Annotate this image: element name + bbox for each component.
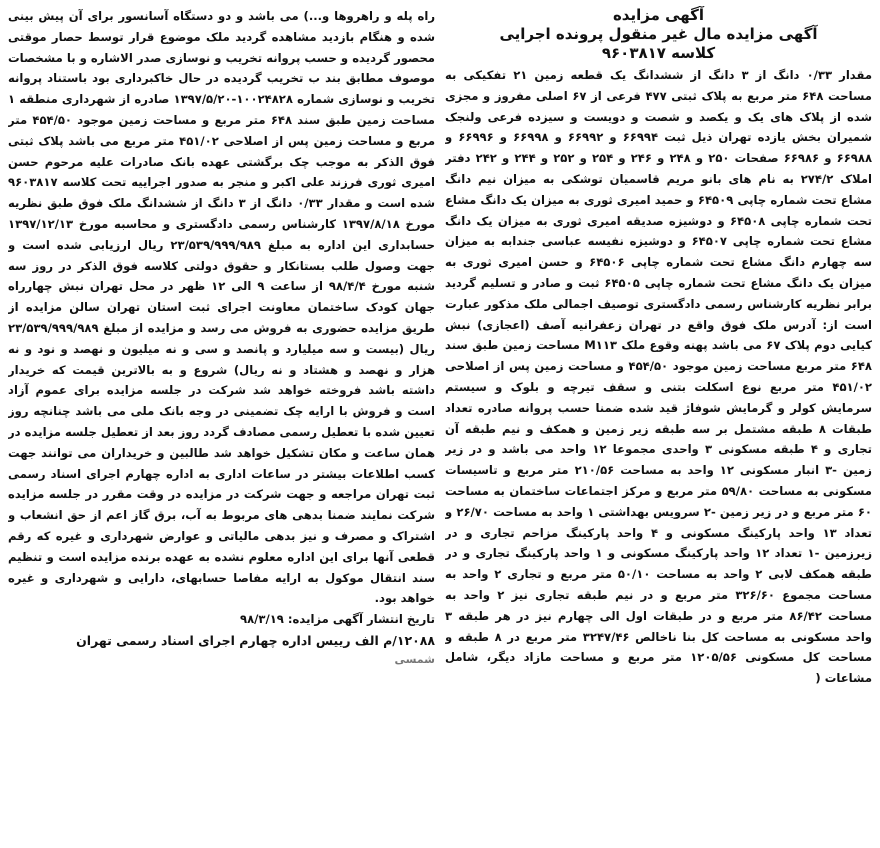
signature-line: ۱۲۰۸۸/م الف رییس اداره چهارم اجرای اسناد رسمی تهران: [76, 632, 435, 648]
signature-stamp: شمسی: [394, 652, 435, 666]
notice-header: [445, 6, 872, 63]
case-number: کلاسه ۹۶۰۳۸۱۷: [601, 44, 716, 62]
notice-body-right: مقدار ۰/۳۳ دانگ از ۳ دانگ از ششدانگ یک قطعه زمین ۲۱ تفکیکی به مساحت ۶۴۸ متر مربع به پلاک ثبتی ۴۷۷ فرعی از ۶۷ اصلی مفروز و مجزی شده از پلاک های یک و یکصد و شصت و دویست و سیزده فرعی ولنجک شمیران بخش یازده تهران ذیل ثبت ۶۶۹۹۴ و ۶۶۹۹۲ و ۶۶۹۹۸ و ۶۶۹۹۶ و ۶۶۹۸۸ و ۶۶۹۸۶ صفحات ۲۵۰ و ۲۴۸ و ۲۴۶ و ۲۵۴ و ۲۵۲ و ۲۴۴ و ۲۴۲ دفتر املاک ۲۷۴/۲ به نام های بانو مریم قاسمیان توشکی به میزان نیم دانگ مشاع تحت شماره چاپی ۶۴۵۰۹ و حمید امیری ثوری به میزان یک دانگ مشاع تحت شماره چاپی ۶۴۵۰۸ و دوشیزه صدیقه امیری ثوری به میزان یک دانگ مشاع تحت شماره چاپی ۶۴۵۰۷ و دوشیزه نفیسه عباسی جندابه به میزان سه چهارم دانگ مشاع تحت شماره چاپی ۶۴۵۰۶ و حسن امیری ثوری به میزان یک دانگ مشاع تحت شماره چاپی ۶۴۵۰۵ ثبت و صادر و تسلیم گردید برابر نظریه کارشناس رسمی دادگستری توصیف اجمالی ملک مذکور عبارت است از: آدرس ملک فوق واقع در تهران زعفرانیه آصف (اعجازی) نبش کیایی دوم پلاک ۶۷ می باشد پهنه وقوع ملک M۱۱۳ مساحت زمین طبق سند ۶۴۸ متر مربع مساحت زمین موجود ۴۵۴/۵۰ و مساحت زمین پس از اصلاحی ۴۵۱/۰۲ متر مربع نوع اسکلت بتنی و سقف تیرچه و بلوک و سیستم سرمایش کولر و گرمایش شوفاژ قید شده ضمنا حسب پروانه صادره تعداد طبقات ۸ طبقه مشتمل بر سه طبقه زیر زمین و همکف و نیم طبقه آن تجاری و ۴ طبقه مسکونی ۳ واحدی مجموعا ۱۲ واحد می باشد و در زیر زمین -۳ انبار مسکونی ۱۲ واحد به مساحت ۲۱۰/۵۶ متر مربع و تاسیسات مسکونی به مساحت ۵۹/۸۰ متر مربع و مرکز اجتماعات ساختمان به مساحت ۶۰ متر مربع و در زیر زمین -۲ سرویس بهداشتی ۱ واحد به مساحت ۲۶/۷۰ و تعداد ۱۳ واحد پارکینگ مسکونی و ۴ واحد پارکینگ مزاحم تجاری و در زیرزمین -۱ تعداد ۱۲ واحد پارکینگ مسکونی و ۱ واحد پارکینگ تجاری و در طبقه همکف لابی ۲ واحد به مساحت ۵۰/۱۰ متر مربع و تجاری ۲ واحد به مساحت مجموع ۳۲۶/۶۰ متر مربع و در نیم طبقه تجاری نیز ۲ واحد به مساحت ۸۶/۴۲ متر مربع و در طبقات اول الی چهارم نیز در هر طبقه ۳ واحد مسکونی به مساحت کل بنا ناخالص ۳۲۴۷/۴۶ متر مربع در ۸ طبقه و مساحت کل مسکونی ۱۲۰۵/۵۶ متر مربع و مساحت مازاد دیگر، شامل مشاعات (: [445, 68, 872, 686]
notice-title: آگهی مزایده: [612, 6, 705, 24]
notice-body-left: راه پله و راهروها و...) می باشد و دو دستگاه آسانسور برای آن پیش بینی شده و هنگام بازدید مشاهده گردید ملک موضوع قرار توسط حصار موقتی محصور گردیده و حسب پروانه تخریب و نوسازی صدر الاشاره و با مشخصات موصوف مطابق بند ب تخریب گردیده در حال خاکبرداری بود باستناد پروانه تخریب و نوسازی شماره ۱۰۰۲۴۸۲۸-۱۳۹۷/۵/۲۰ صادره از شهرداری منطقه ۱ مساحت زمین طبق سند ۶۴۸ متر مربع و مساحت زمین موجود ۴۵۴/۵۰ متر مربع و مساحت زمین پس از اصلاحی ۴۵۱/۰۲ متر مربع می باشد پلاک ثبتی فوق الذکر به موجب چک برگشتی عهده بانک صادرات علیه مرحوم حسن امیری ثوری فرزند علی اکبر و منجر به صدور اجراییه تحت کلاسه ۹۶۰۳۸۱۷ شده است و مقدار ۰/۳۳ دانگ از ۳ دانگ از ششدانگ ملک فوق طبق نظریه مورخ ۱۳۹۷/۸/۱۸ کارشناس رسمی دادگستری و محاسبه مورخ ۱۳۹۷/۱۲/۱۳ حسابداری این اداره به مبلغ ۲۳/۵۳۹/۹۹۹/۹۸۹ ریال ارزیابی شده است و جهت وصول طلب بستانکار و حقوق دولتی کلاسه فوق الذکر در روز سه شنبه مورخ ۹۸/۴/۴ از ساعت ۹ الی ۱۲ ظهر در محل تهران نبش چهارراه جهان کودک ساختمان معاونت اجرای ثبت استان تهران سالن مزایده از طریق مزایده حضوری به فروش می رسد و مزایده از مبلغ ۲۳/۵۳۹/۹۹۹/۹۸۹ ریال (بیست و سه میلیارد و پانصد و سی و نه میلیون و نهصد و نود و نه هزار و نهصد و هشتاد و نه ریال) شروع و به بالاترین قیمت که خریدار داشته باشد فروخته خواهد شد شرکت در جلسه مزایده برای عموم آزاد است و فروش با ارایه چک تضمینی در وجه بانک ملی می باشد چنانچه روز تعیین شده با تعطیل رسمی مصادف گردد روز بعد از تعطیل جلسه مزایده در همان ساعت و مکان تشکیل خواهد شد طالبین و خریداران می توانند جهت کسب اطلاعات بیشتر در ساعات اداری به اداره چهارم اجرای اسناد رسمی ثبت تهران مراجعه و جهت شرکت در مزایده در وقت مقرر در جلسه مزایده شرکت نمایند ضمنا بدهی های مربوط به آب، برق گاز اعم از حق انشعاب و اشتراک و مصرف و نیز بدهی مالیاتی و عوارض شهرداری و غیره که رقم قطعی آنها برای این اداره معلوم نشده به عهده برنده مزایده است و تنظیم سند انتقال موکول به ارایه مفاصا حسابهای، دارایی و شهرداری و غیره خواهد بود.: [8, 9, 435, 606]
publish-date: تاریخ انتشار آگهی مزایده: ۹۸/۳/۱۹: [240, 612, 435, 627]
right-column: [445, 6, 872, 844]
notice-subtitle: آگهی مزایده مال غیر منقول پرونده اجرایی: [499, 25, 818, 43]
left-column: [8, 6, 435, 844]
